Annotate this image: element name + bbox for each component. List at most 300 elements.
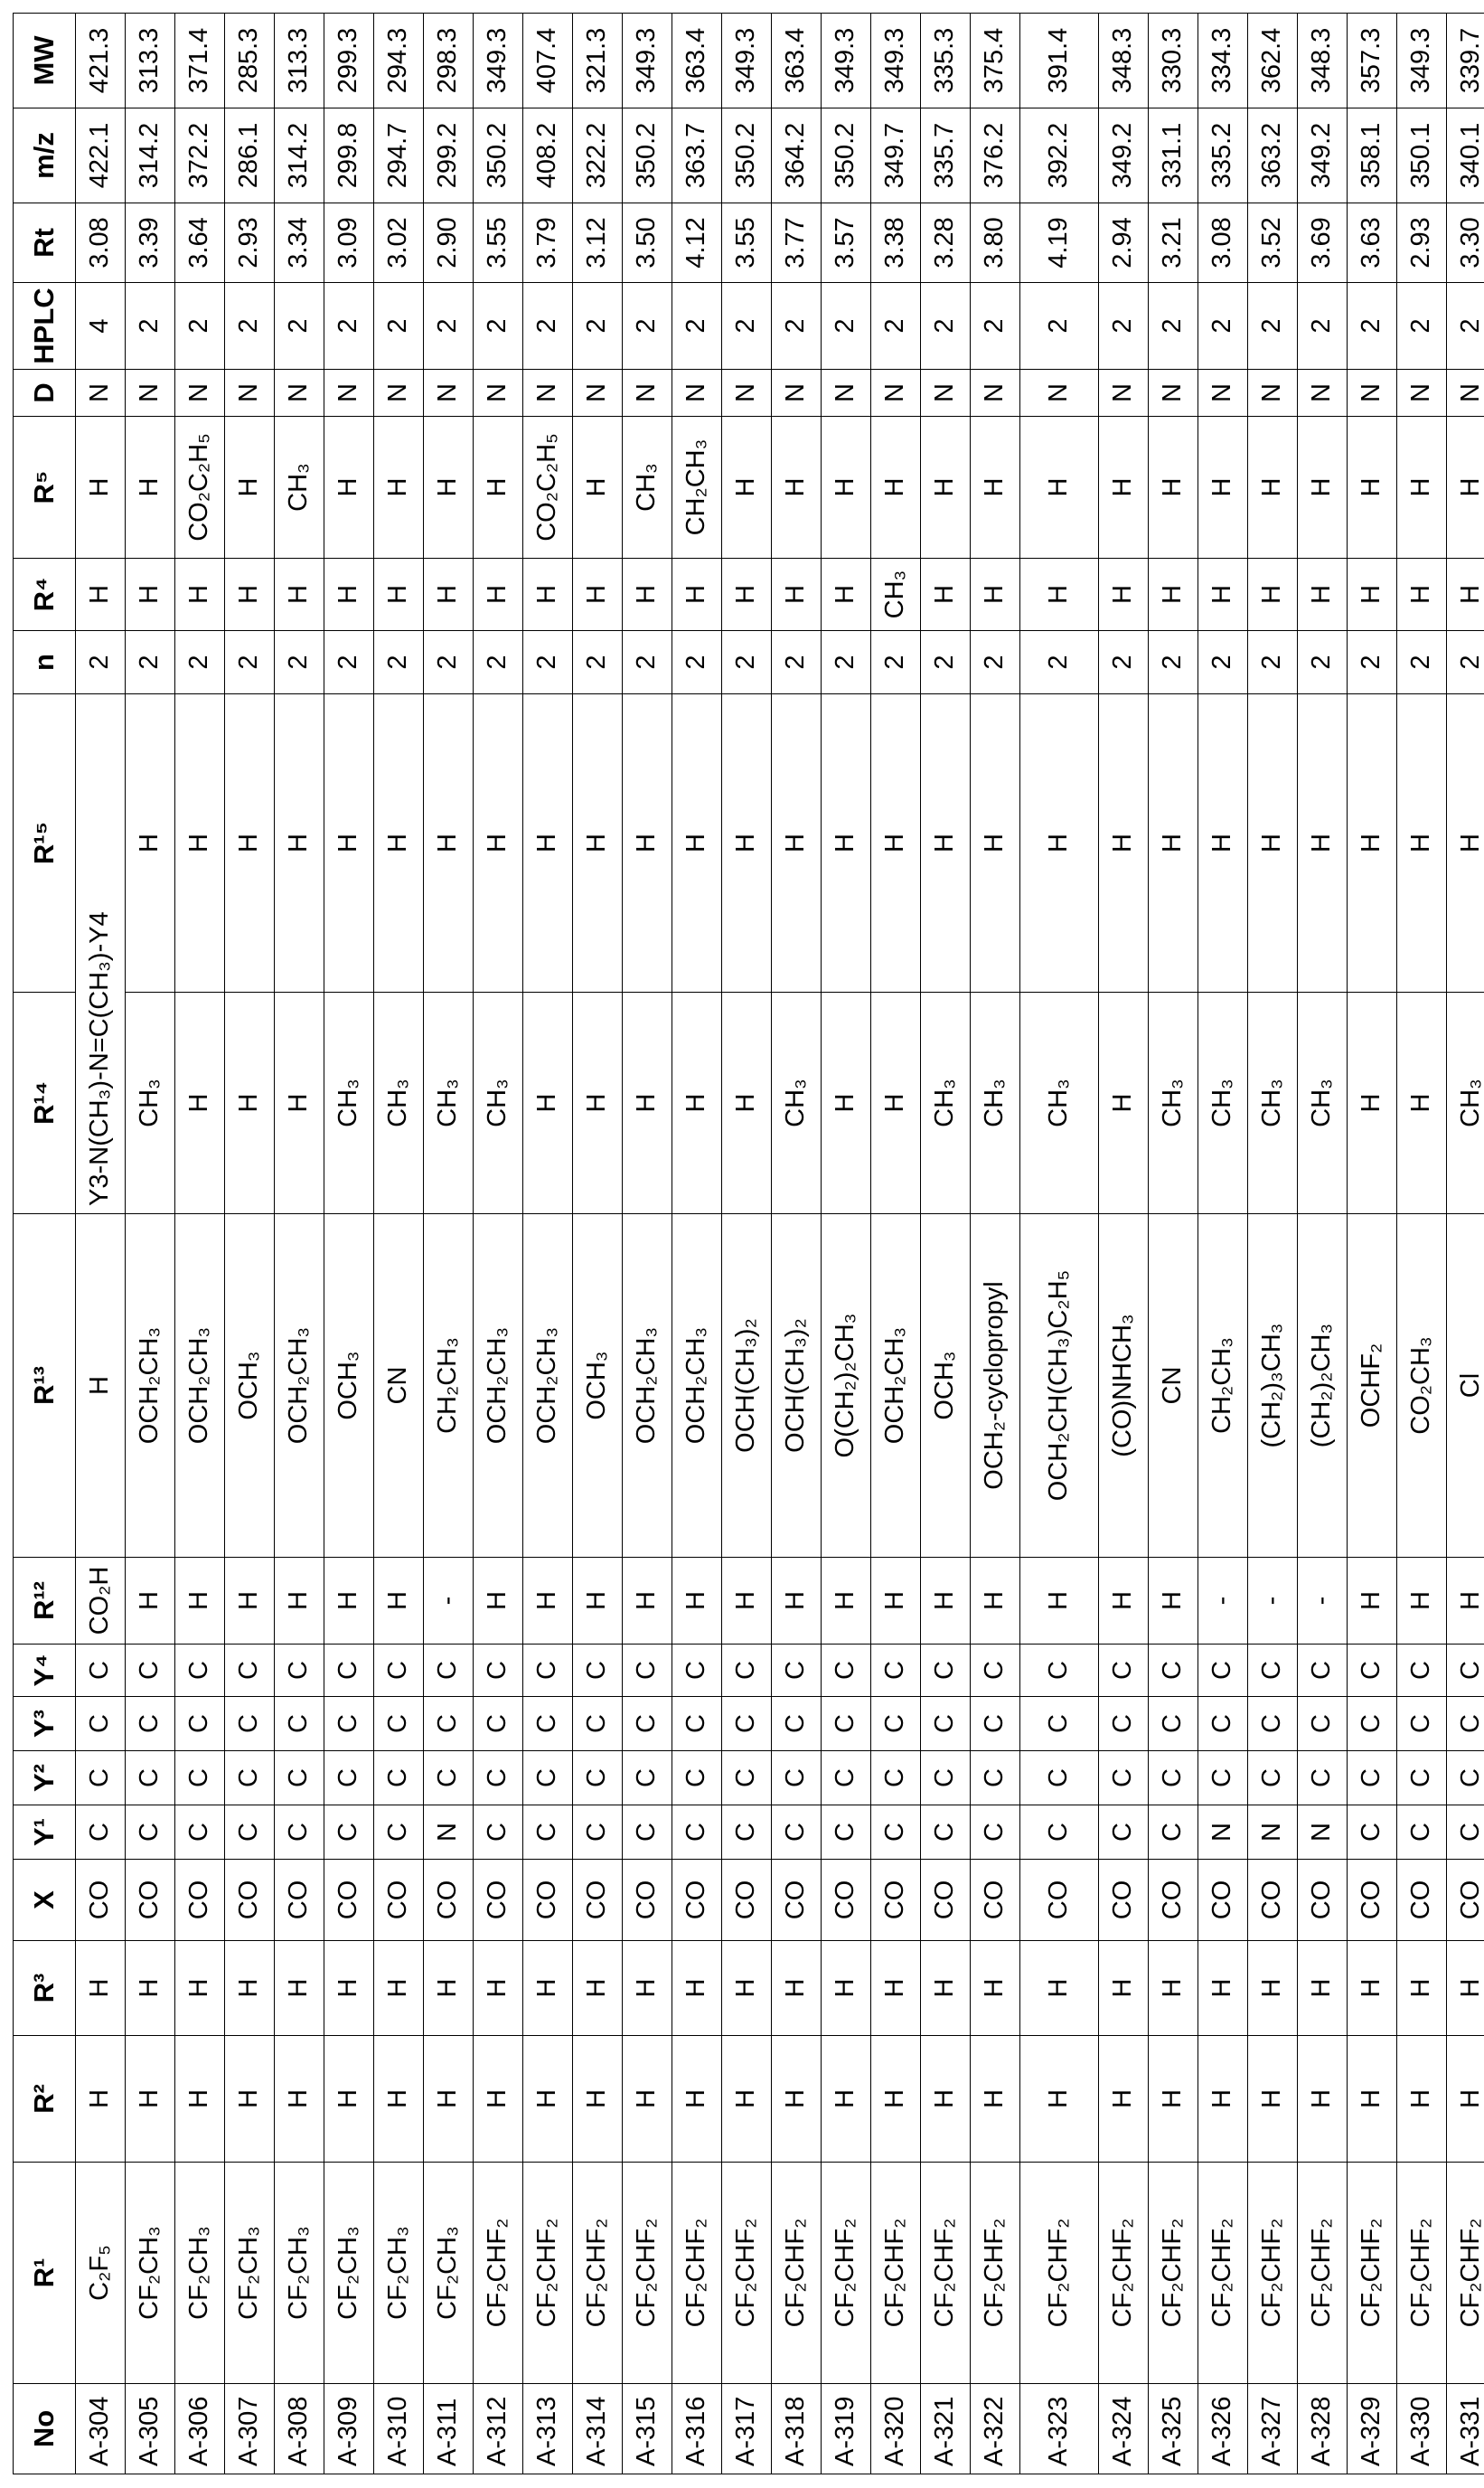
table-cell: C — [1020, 1751, 1099, 1805]
table-cell: H — [324, 694, 374, 993]
table-cell: H — [275, 1558, 324, 1645]
table-cell: CF₂CHF₂ — [523, 2163, 573, 2384]
table-cell: C — [275, 1697, 324, 1751]
table-cell: CF₂CHF₂ — [822, 2163, 871, 2384]
table-cell: 2.90 — [424, 203, 474, 283]
table-cell: CO — [1020, 1860, 1099, 1941]
table-cell: 286.1 — [225, 108, 275, 203]
table-row — [1149, 14, 1198, 2474]
table-cell: C — [225, 1751, 275, 1805]
table-body — [76, 14, 1484, 2474]
table-cell: C — [921, 1805, 971, 1860]
table-cell: CH₂CH₃ — [1198, 1214, 1248, 1558]
table-cell: H — [672, 2036, 722, 2163]
table-cell: (CH₂)₂CH₃ — [1298, 1214, 1348, 1558]
table-cell: 285.3 — [225, 14, 275, 108]
table-cell: A-317 — [722, 2384, 772, 2474]
table-cell: 2 — [623, 631, 672, 694]
table-cell: N — [871, 370, 921, 417]
table-cell: H — [871, 2036, 921, 2163]
table-cell: H — [126, 1558, 175, 1645]
table-cell: H — [1298, 694, 1348, 993]
table-cell: N — [672, 370, 722, 417]
table-row — [225, 14, 275, 2474]
column-header: Y⁴ — [14, 1645, 76, 1697]
table-cell: H — [921, 1941, 971, 2036]
table-cell: H — [1149, 2036, 1198, 2163]
table-cell: 2 — [126, 631, 175, 694]
table-cell: H — [1348, 1941, 1397, 2036]
table-cell: 363.7 — [672, 108, 722, 203]
table-cell: C — [1020, 1645, 1099, 1697]
table-cell: CF₂CHF₂ — [1298, 2163, 1348, 2384]
table-cell: C — [1397, 1697, 1447, 1751]
table-cell: 2.94 — [1099, 203, 1149, 283]
column-header: X — [14, 1860, 76, 1941]
table-cell: 2 — [1348, 283, 1397, 370]
table-cell: H — [126, 694, 175, 993]
table-cell: C — [126, 1645, 175, 1697]
table-cell: C — [971, 1697, 1020, 1751]
table-cell: H — [1248, 559, 1298, 631]
column-header: R¹² — [14, 1558, 76, 1645]
column-header: HPLC — [14, 283, 76, 370]
table-cell: H — [1447, 559, 1484, 631]
table-cell: 2 — [1099, 283, 1149, 370]
table-cell: CH₃ — [474, 993, 523, 1214]
table-cell: CH₃ — [871, 559, 921, 631]
table-cell: O(CH₂)₂CH₃ — [822, 1214, 871, 1558]
column-header: R⁴ — [14, 559, 76, 631]
table-cell: H — [1397, 993, 1447, 1214]
table-cell: C — [1248, 1645, 1298, 1697]
table-cell: 2 — [523, 283, 573, 370]
table-cell: 2 — [672, 631, 722, 694]
table-cell: C — [175, 1645, 225, 1697]
table-cell: C — [1348, 1805, 1397, 1860]
table-cell: H — [275, 993, 324, 1214]
table-cell: CO₂C₂H₅ — [523, 417, 573, 559]
table-cell: H — [1149, 1558, 1198, 1645]
table-cell: H — [1397, 1558, 1447, 1645]
table-cell: H — [1099, 1558, 1149, 1645]
table-cell: C — [374, 1645, 424, 1697]
table-cell: H — [275, 694, 324, 993]
table-cell: H — [275, 2036, 324, 2163]
table-cell: C — [1198, 1645, 1248, 1697]
table-row — [324, 14, 374, 2474]
table-cell: N — [1298, 1805, 1348, 1860]
column-header: Y¹ — [14, 1805, 76, 1860]
table-cell: H — [672, 559, 722, 631]
table-cell: 2 — [1298, 631, 1348, 694]
table-cell: C — [921, 1697, 971, 1751]
table-cell: 3.79 — [523, 203, 573, 283]
column-header: R² — [14, 2036, 76, 2163]
table-cell: N — [921, 370, 971, 417]
table-cell: H — [474, 1558, 523, 1645]
table-cell: - — [1298, 1558, 1348, 1645]
table-cell: H — [921, 559, 971, 631]
table-cell: C — [1248, 1697, 1298, 1751]
table-cell: H — [424, 694, 474, 993]
table-cell: 2 — [1020, 283, 1099, 370]
table-cell: CH₃ — [374, 993, 424, 1214]
table-cell: C — [921, 1751, 971, 1805]
table-cell: 2 — [573, 631, 623, 694]
table-cell: CF₂CH₃ — [175, 2163, 225, 2384]
table-cell: H — [971, 1558, 1020, 1645]
table-cell: N — [175, 370, 225, 417]
table-cell: 408.2 — [523, 108, 573, 203]
table-row — [474, 14, 523, 2474]
table-row — [1020, 14, 1099, 2474]
table-cell: 376.2 — [971, 108, 1020, 203]
table-cell: OCH₃ — [324, 1214, 374, 1558]
table-cell: A-329 — [1348, 2384, 1397, 2474]
table-cell: 3.02 — [374, 203, 424, 283]
table-cell: C — [1397, 1805, 1447, 1860]
table-cell: H — [921, 2036, 971, 2163]
table-cell: H — [1149, 1941, 1198, 2036]
table-cell: 3.39 — [126, 203, 175, 283]
table-cell: H — [573, 1558, 623, 1645]
table-cell: CH₃ — [1149, 993, 1198, 1214]
table-cell: A-324 — [1099, 2384, 1149, 2474]
table-cell: 3.57 — [822, 203, 871, 283]
table-cell: C — [1099, 1697, 1149, 1751]
table-cell: A-319 — [822, 2384, 871, 2474]
table-cell: CO — [1298, 1860, 1348, 1941]
column-header: R¹ — [14, 2163, 76, 2384]
table-cell: 2 — [623, 283, 672, 370]
table-cell: 335.2 — [1198, 108, 1248, 203]
table-cell: H — [623, 1941, 672, 2036]
table-cell: C — [523, 1805, 573, 1860]
table-cell: H — [324, 1941, 374, 2036]
table-cell: H — [573, 694, 623, 993]
table-cell: N — [822, 370, 871, 417]
table-cell: CF₂CH₃ — [225, 2163, 275, 2384]
table-cell: H — [971, 417, 1020, 559]
table-cell: H — [523, 1941, 573, 2036]
table-cell: CH₃ — [772, 993, 822, 1214]
table-cell: C — [474, 1645, 523, 1697]
table-cell: N — [275, 370, 324, 417]
table-cell: (CH₂)₃CH₃ — [1248, 1214, 1298, 1558]
table-cell: CH₃ — [324, 993, 374, 1214]
table-cell: 2 — [971, 631, 1020, 694]
table-cell: C — [871, 1645, 921, 1697]
table-cell: 4.19 — [1020, 203, 1099, 283]
table-cell: H — [225, 1558, 275, 1645]
table-cell: C — [76, 1697, 126, 1751]
table-cell: C — [474, 1697, 523, 1751]
table-cell: A-312 — [474, 2384, 523, 2474]
table-cell: H — [126, 417, 175, 559]
table-cell: 2 — [1397, 283, 1447, 370]
table-cell: H — [623, 694, 672, 993]
table-row — [1298, 14, 1348, 2474]
table-cell: H — [225, 1941, 275, 2036]
table-cell: C — [424, 1751, 474, 1805]
table-cell: H — [523, 559, 573, 631]
table-cell: OCH₂CH₃ — [474, 1214, 523, 1558]
table-cell: N — [1447, 370, 1484, 417]
table-cell: H — [1198, 694, 1248, 993]
table-cell: 2 — [76, 631, 126, 694]
table-cell: CF₂CHF₂ — [623, 2163, 672, 2384]
table-cell: H — [772, 694, 822, 993]
table-cell: CF₂CHF₂ — [921, 2163, 971, 2384]
table-cell: 350.2 — [822, 108, 871, 203]
column-header: m/z — [14, 108, 76, 203]
table-cell: C — [1198, 1751, 1248, 1805]
table-cell: N — [374, 370, 424, 417]
table-cell: 3.63 — [1348, 203, 1397, 283]
table-cell: CO — [623, 1860, 672, 1941]
table-cell: 314.2 — [275, 108, 324, 203]
table-cell: 2 — [573, 283, 623, 370]
table-cell: 313.3 — [126, 14, 175, 108]
table-cell: C — [1397, 1645, 1447, 1697]
table-cell: C — [1020, 1697, 1099, 1751]
table-cell: 350.2 — [623, 108, 672, 203]
table-cell: H — [722, 993, 772, 1214]
table-cell: 2 — [1248, 631, 1298, 694]
table-cell: H — [971, 559, 1020, 631]
table-cell: H — [324, 417, 374, 559]
table-cell: 299.3 — [324, 14, 374, 108]
table-cell: H — [623, 993, 672, 1214]
table-cell: C — [772, 1645, 822, 1697]
table-cell: 2.93 — [225, 203, 275, 283]
table-cell: OCH(CH₃)₂ — [772, 1214, 822, 1558]
table-cell: A-322 — [971, 2384, 1020, 2474]
table-cell: 422.1 — [76, 108, 126, 203]
table-cell: H — [1248, 694, 1298, 993]
table-cell: N — [76, 370, 126, 417]
table-cell: OCH₂CH₃ — [126, 1214, 175, 1558]
table-cell: A-316 — [672, 2384, 722, 2474]
table-cell: C — [772, 1751, 822, 1805]
table-cell: 349.3 — [871, 14, 921, 108]
table-cell: C — [275, 1645, 324, 1697]
table-cell: CH₃ — [1020, 993, 1099, 1214]
table-cell: OCH₂CH₃ — [672, 1214, 722, 1558]
column-header: Rt — [14, 203, 76, 283]
table-cell: CO — [225, 1860, 275, 1941]
table-cell: H — [374, 417, 424, 559]
table-cell: C — [871, 1697, 921, 1751]
table-cell: A-326 — [1198, 2384, 1248, 2474]
table-cell: CF₂CHF₂ — [971, 2163, 1020, 2384]
table-cell: CF₂CHF₂ — [722, 2163, 772, 2384]
table-cell: H — [871, 417, 921, 559]
table-cell: H — [772, 2036, 822, 2163]
table-cell: CH₃ — [623, 417, 672, 559]
table-cell: CF₂CHF₂ — [672, 2163, 722, 2384]
table-cell: 314.2 — [126, 108, 175, 203]
table-cell: C — [275, 1805, 324, 1860]
table-cell: 2 — [424, 631, 474, 694]
table-cell: 3.55 — [474, 203, 523, 283]
table-cell: C — [523, 1697, 573, 1751]
table-cell: C — [175, 1697, 225, 1751]
table-cell: C — [573, 1751, 623, 1805]
table-cell: 2 — [126, 283, 175, 370]
table-row — [374, 14, 424, 2474]
table-cell: N — [1149, 370, 1198, 417]
table-cell: 358.1 — [1348, 108, 1397, 203]
table-cell: 362.4 — [1248, 14, 1298, 108]
table-cell: H — [374, 559, 424, 631]
table-cell: N — [474, 370, 523, 417]
table-cell: OCH(CH₃)₂ — [722, 1214, 772, 1558]
table-cell: H — [822, 417, 871, 559]
table-cell: H — [822, 993, 871, 1214]
table-cell: C — [126, 1805, 175, 1860]
table-cell: CO — [921, 1860, 971, 1941]
table-cell: 349.3 — [1397, 14, 1447, 108]
table-cell: 2 — [672, 283, 722, 370]
table-cell: 421.3 — [76, 14, 126, 108]
table-cell: H — [1298, 559, 1348, 631]
table-cell: H — [672, 993, 722, 1214]
table-cell: H — [1020, 417, 1099, 559]
table-cell: H — [573, 559, 623, 631]
table-cell: H — [474, 559, 523, 631]
table-cell: CH₃ — [921, 993, 971, 1214]
table-cell: H — [1198, 559, 1248, 631]
table-cell: C — [324, 1645, 374, 1697]
table-cell: 2 — [921, 283, 971, 370]
table-cell: N — [1248, 1805, 1298, 1860]
table-cell: C — [324, 1805, 374, 1860]
table-cell: C — [225, 1805, 275, 1860]
table-cell: C — [1099, 1645, 1149, 1697]
table-row — [1248, 14, 1298, 2474]
table-cell: H — [424, 2036, 474, 2163]
table-row — [175, 14, 225, 2474]
table-cell: CH₃ — [971, 993, 1020, 1214]
table-cell: OCH₃ — [225, 1214, 275, 1558]
table-cell: H — [225, 559, 275, 631]
table-cell: H — [971, 694, 1020, 993]
table-cell: - — [1248, 1558, 1298, 1645]
table-cell: H — [573, 2036, 623, 2163]
table-cell: A-321 — [921, 2384, 971, 2474]
table-cell: C — [822, 1751, 871, 1805]
table-cell: CO — [971, 1860, 1020, 1941]
table-cell: CO — [523, 1860, 573, 1941]
table-cell: H — [822, 1558, 871, 1645]
table-cell: H — [1099, 694, 1149, 993]
table-cell: CH₃ — [424, 993, 474, 1214]
column-header: R¹⁴ — [14, 993, 76, 1214]
table-cell: - — [424, 1558, 474, 1645]
table-cell: 2 — [1099, 631, 1149, 694]
table-cell: C — [971, 1805, 1020, 1860]
table-cell: CO — [871, 1860, 921, 1941]
table-cell: H — [1298, 417, 1348, 559]
table-cell: C — [1149, 1645, 1198, 1697]
table-cell: H — [1149, 694, 1198, 993]
table-cell: C — [76, 1645, 126, 1697]
table-cell: 350.2 — [722, 108, 772, 203]
table-cell: CF₂CHF₂ — [1099, 2163, 1149, 2384]
table-cell: C — [523, 1751, 573, 1805]
table-cell: 3.28 — [921, 203, 971, 283]
table-cell: C — [424, 1645, 474, 1697]
table-row — [1447, 14, 1484, 2474]
table-cell: OCH₃ — [921, 1214, 971, 1558]
table-cell: 3.80 — [971, 203, 1020, 283]
table-cell: 298.3 — [424, 14, 474, 108]
table-cell: C — [722, 1805, 772, 1860]
table-cell: H — [1348, 2036, 1397, 2163]
table-cell: H — [523, 1558, 573, 1645]
table-cell: OCH₂CH₃ — [275, 1214, 324, 1558]
table-cell: 294.7 — [374, 108, 424, 203]
table-cell: CO — [424, 1860, 474, 1941]
table-cell: OCH₂CH₃ — [871, 1214, 921, 1558]
table-row — [772, 14, 822, 2474]
table-row — [1348, 14, 1397, 2474]
table-cell: N — [971, 370, 1020, 417]
table-cell: OCH₂CH(CH₃)C₂H₅ — [1020, 1214, 1099, 1558]
table-cell: H — [822, 1941, 871, 2036]
table-cell: H — [1020, 1941, 1099, 2036]
table-cell: 331.1 — [1149, 108, 1198, 203]
table-cell: CO — [1397, 1860, 1447, 1941]
table-cell: CF₂CHF₂ — [474, 2163, 523, 2384]
table-cell: 2 — [474, 283, 523, 370]
table-cell: 2 — [1447, 283, 1484, 370]
table-cell: 3.64 — [175, 203, 225, 283]
table-cell: 2 — [225, 283, 275, 370]
table-cell: N — [772, 370, 822, 417]
table-cell: C — [126, 1697, 175, 1751]
table-cell: 2 — [822, 283, 871, 370]
table-cell: A-323 — [1020, 2384, 1099, 2474]
table-row — [1099, 14, 1149, 2474]
table-cell: H — [424, 559, 474, 631]
table-row — [1198, 14, 1248, 2474]
table-cell: 363.4 — [772, 14, 822, 108]
table-cell: H — [772, 1941, 822, 2036]
table-cell: 3.50 — [623, 203, 672, 283]
column-header: R¹⁵ — [14, 694, 76, 993]
table-cell: 4 — [76, 283, 126, 370]
table-cell: C — [672, 1751, 722, 1805]
table-cell: 364.2 — [772, 108, 822, 203]
rotated-page — [0, 0, 1484, 2488]
table-cell: A-308 — [275, 2384, 324, 2474]
table-cell: H — [374, 1941, 424, 2036]
table-cell: H — [921, 417, 971, 559]
table-cell: CF₂CHF₂ — [1447, 2163, 1484, 2384]
table-cell: H — [1348, 694, 1397, 993]
table-cell: H — [225, 2036, 275, 2163]
table-cell: C — [76, 1751, 126, 1805]
table-cell: CF₂CHF₂ — [1248, 2163, 1298, 2384]
table-cell: CF₂CH₃ — [424, 2163, 474, 2384]
table-cell: H — [871, 694, 921, 993]
table-cell: C — [871, 1751, 921, 1805]
table-cell: 349.3 — [722, 14, 772, 108]
column-header: R³ — [14, 1941, 76, 2036]
